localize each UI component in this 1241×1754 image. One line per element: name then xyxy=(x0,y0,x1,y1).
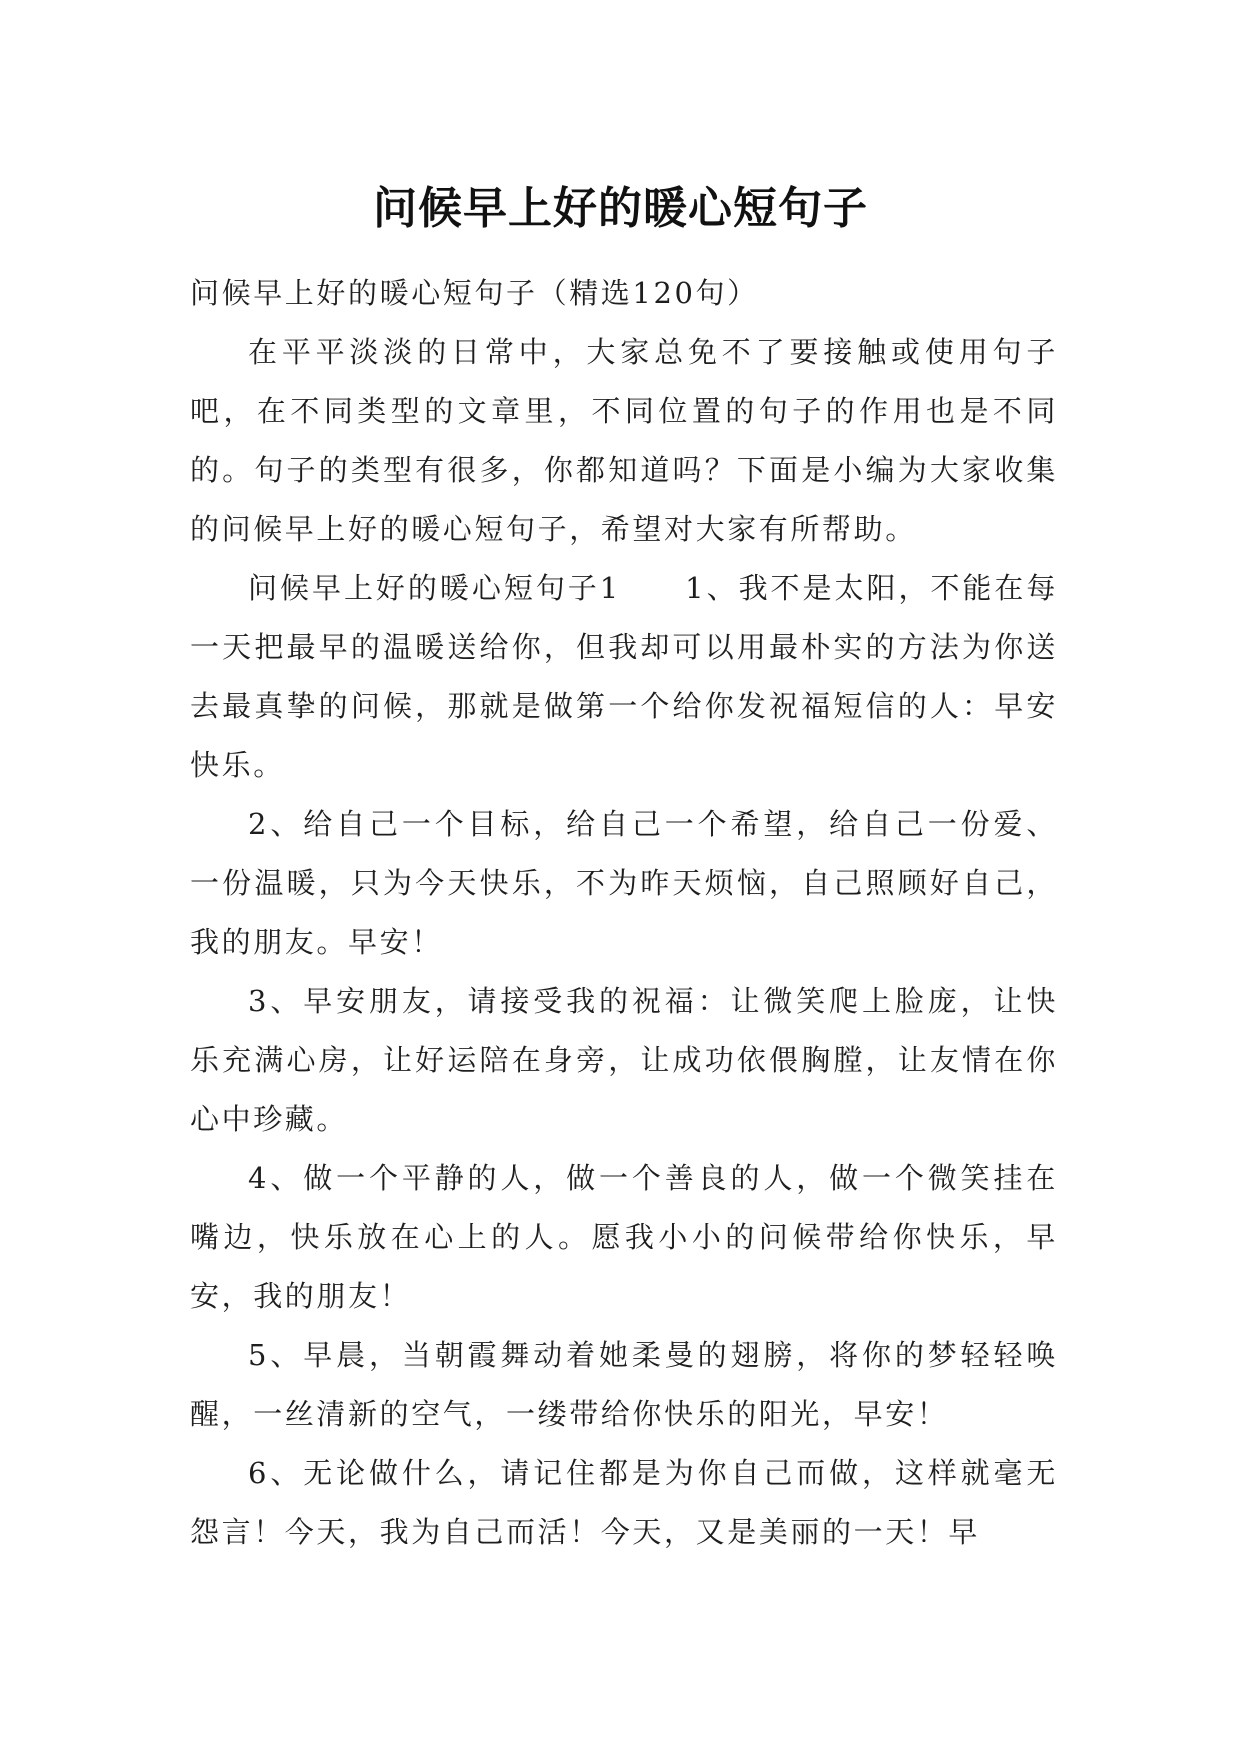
sentence-paragraph-5: 5、早晨，当朝霞舞动着她柔曼的翅膀，将你的梦轻轻唤醒，一丝清新的空气，一缕带给你快乐的阳光，早安！ xyxy=(190,1338,1058,1431)
sentence-paragraph-4: 4、做一个平静的人，做一个善良的人，做一个微笑挂在嘴边，快乐放在心上的人。愿我小小的问候带给你快乐，早安，我的朋友！ xyxy=(190,1161,1058,1313)
document-body xyxy=(190,264,1058,1562)
document-title: 问候早上好的暖心短句子 xyxy=(373,183,868,235)
sentence-paragraph-1: 问候早上好的暖心短句子1 1、我不是太阳，不能在每一天把最早的温暖送给你，但我却可以用最朴实的方法为你送去最真挚的问候，那就是做第一个给你发祝福短信的人：早安快乐。 xyxy=(190,571,1058,782)
sentence-paragraph-2: 2、给自己一个目标，给自己一个希望，给自己一份爱、一份温暖，只为今天快乐，不为昨天烦恼，自己照顾好自己，我的朋友。早安！ xyxy=(190,807,1058,959)
intro-paragraph: 在平平淡淡的日常中，大家总免不了要接触或使用句子吧，在不同类型的文章里，不同位置的句子的作用也是不同的。句子的类型有很多，你都知道吗？下面是小编为大家收集的问候早上好的暖心短句子，希望对大家有所帮助。 xyxy=(190,335,1058,546)
sentence-paragraph-6: 6、无论做什么，请记住都是为你自己而做，这样就毫无怨言！今天，我为自己而活！今天，又是美丽的一天！早 xyxy=(190,1456,1058,1549)
document-subtitle: 问候早上好的暖心短句子（精选120句） xyxy=(190,276,759,310)
sentence-paragraph-3: 3、早安朋友，请接受我的祝福：让微笑爬上脸庞，让快乐充满心房，让好运陪在身旁，让成功依偎胸膛，让友情在你心中珍藏。 xyxy=(190,984,1058,1136)
